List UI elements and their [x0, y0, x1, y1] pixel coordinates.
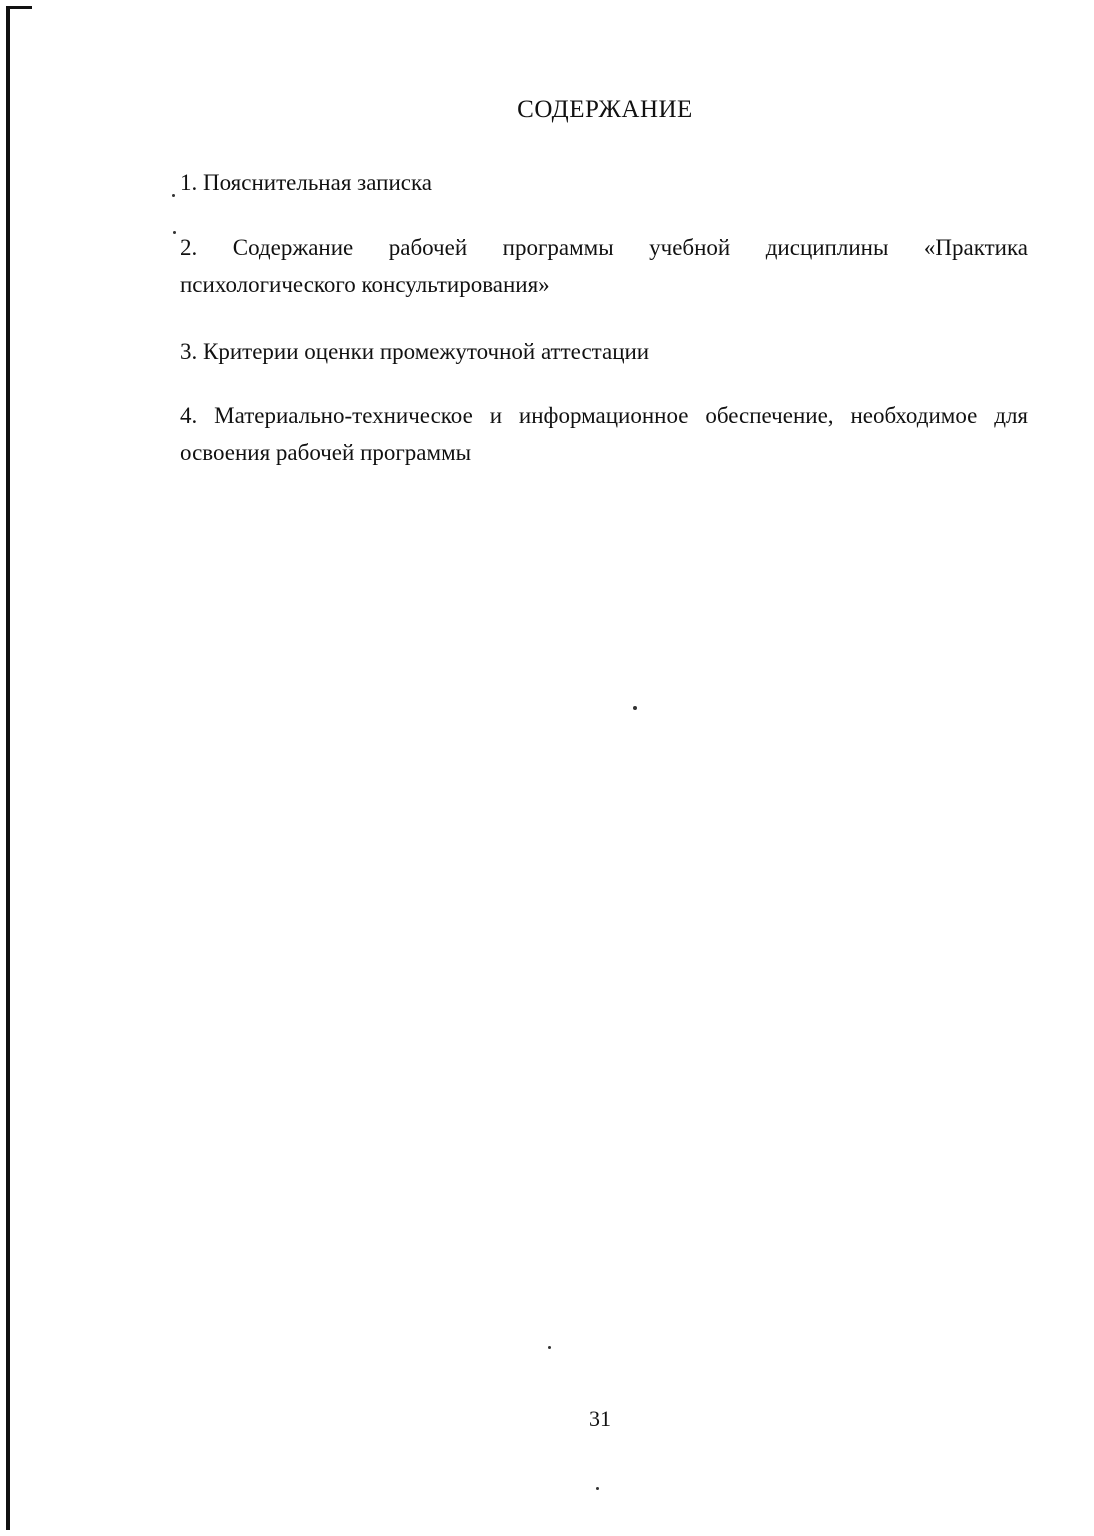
toc-item-4: 4. Материально-техническое и информационное обеспечение, необходимое для освоения рабочей программы: [180, 403, 1028, 465]
toc-item-2: 2. Содержание рабочей программы учебной дисциплины «Практика психологического консультирования»: [180, 235, 1028, 297]
scan-speck: [548, 1346, 551, 1349]
scan-edge-top: [6, 6, 32, 9]
scan-speck: [172, 194, 175, 197]
toc-heading: СОДЕРЖАНИЕ: [517, 96, 693, 123]
scan-speck: [596, 1487, 599, 1490]
scan-speck: [633, 706, 637, 710]
toc-item-3: 3. Критерии оценки промежуточной аттестации: [180, 339, 650, 364]
scan-speck: [173, 231, 176, 234]
scan-edge-left: [6, 6, 10, 1530]
toc-item-1: 1. Пояснительная записка: [180, 170, 433, 195]
page-number: 31: [589, 1406, 611, 1431]
